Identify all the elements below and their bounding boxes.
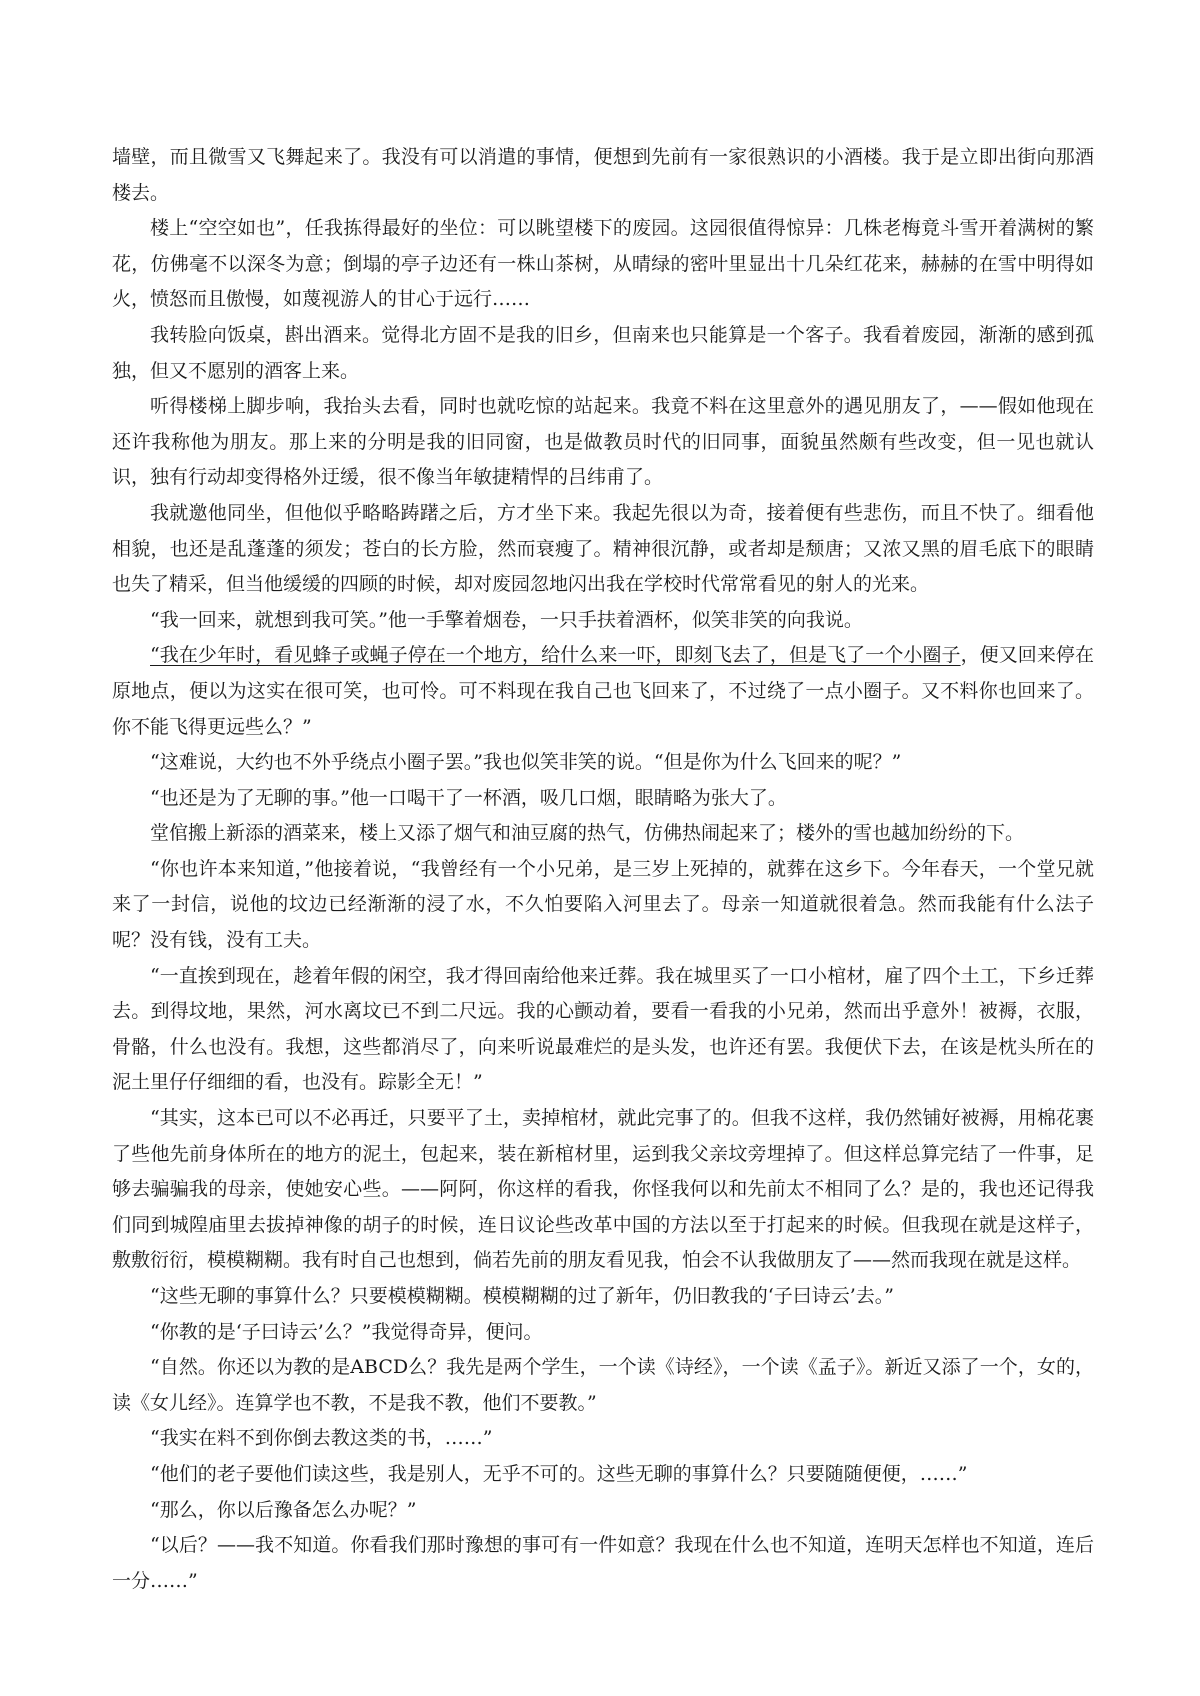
paragraph: “这难说，大约也不外乎绕点小圈子罢。”我也似笑非笑的说。“但是你为什么飞回来的呢？” (150, 751, 902, 774)
paragraph: “这些无聊的事算什么？只要模模糊糊。模模糊糊的过了新年，仍旧教我的‘子曰诗云’去。” (150, 1285, 895, 1307)
underlined-paragraph (112, 638, 1094, 745)
paragraph: “其实，这本已可以不必再迁，只要平了土，卖掉棺材，就此完事了的。但我不这样，我仍然铺好被褥，用棉花裹了些他先前身体所在的地方的泥土，包起来，装在新棺材里，运到我父亲坟旁埋掉了。但这样总算完结了一件事，足够去骗骗我的母亲，使她安心些。——阿阿，你这样的看我，你怪我何以和先前太不相同了么？是的，我也还记得我们同到城隍庙里去拔掉神像的胡子的时候，连日议论些改革中国的方法以至于打起来的时候。但我现在就是这样子，敷敷衍衍，模模糊糊。我有时自己也想到，倘若先前的朋友看见我，怕会不认我做朋友了——然而我现在就是这样。 (112, 1107, 1094, 1272)
document-body (112, 140, 1094, 1599)
paragraph: “你也许本来知道，”他接着说，“我曾经有一个小兄弟，是三岁上死掉的，就葬在这乡下。今年春天，一个堂兄就来了一封信，说他的坟边已经渐渐的浸了水，不久怕要陷入河里去了。母亲一知道就很着急。然而我能有什么法子呢？没有钱，没有工夫。 (112, 857, 1094, 952)
paragraph: “你教的是‘子曰诗云’么？”我觉得奇异，便问。 (150, 1320, 543, 1343)
paragraph: “我实在料不到你倒去教这类的书，……” (150, 1427, 493, 1450)
paragraph: “我一回来，就想到我可笑。”他一手擎着烟卷，一只手扶着酒杯，似笑非笑的向我说。 (150, 608, 863, 631)
passage-remainder: ，便又回来停在原地点，便以为这实在很可笑，也可怜。可不料现在我自己也飞回来了，不过绕了一点小圈子。又不料你也回来了。你不能飞得更远些么？” (112, 644, 1094, 738)
underlined-passage: “我在少年时，看见蜂子或蝇子停在一个地方，给什么来一吓，即刻飞去了，但是飞了一个小圈子 (150, 644, 961, 667)
paragraph: “那么，你以后豫备怎么办呢？” (150, 1498, 417, 1521)
paragraph: 堂倌搬上新添的酒菜来，楼上又添了烟气和油豆腐的热气，仿佛热闹起来了；楼外的雪也越加纷纷的下。 (150, 822, 1025, 845)
paragraph: 墙壁，而且微雪又飞舞起来了。我没有可以消遣的事情，便想到先前有一家很熟识的小酒楼。我于是立即出街向那酒楼去。 (112, 146, 1094, 204)
paragraph: “也还是为了无聊的事。”他一口喝干了一杯酒，吸几口烟，眼睛略为张大了。 (150, 786, 787, 809)
paragraph: “一直挨到现在，趁着年假的闲空，我才得回南给他来迁葬。我在城里买了一口小棺材，雇了四个土工，下乡迁葬去。到得坟地，果然，河水离坟已不到二尺远。我的心颤动着，要看一看我的小兄弟，然而出乎意外！被褥，衣服，骨骼，什么也没有。我想，这些都消尽了，向来听说最难烂的是头发，也许还有罢。我便伏下去，在该是枕头所在的泥土里仔仔细细的看，也没有。踪影全无！” (112, 964, 1094, 1094)
paragraph: 我就邀他同坐，但他似乎略略踌躇之后，方才坐下来。我起先很以为奇，接着便有些悲伤，而且不快了。细看他相貌，也还是乱蓬蓬的须发；苍白的长方脸，然而衰瘦了。精神很沉静，或者却是颓唐；又浓又黑的眉毛底下的眼睛也失了精采，但当他缓缓的四顾的时候，却对废园忽地闪出我在学校时代常常看见的射人的光来。 (112, 501, 1094, 596)
paragraph: “他们的老子要他们读这些，我是别人，无乎不可的。这些无聊的事算什么？只要随随便便，……” (150, 1462, 968, 1485)
paragraph: 听得楼梯上脚步响，我抬头去看，同时也就吃惊的站起来。我竟不料在这里意外的遇见朋友了，——假如他现在还许我称他为朋友。那上来的分明是我的旧同窗，也是做教员时代的旧同事，面貌虽然颇有些改变，但一见也就认识，独有行动却变得格外迂缓，很不像当年敏捷精悍的吕纬甫了。 (112, 395, 1094, 489)
paragraph: “以后？——我不知道。你看我们那时豫想的事可有一件如意？我现在什么也不知道，连明天怎样也不知道，连后一分……” (112, 1534, 1094, 1592)
paragraph: 楼上“空空如也”，任我拣得最好的坐位：可以眺望楼下的废园。这园很值得惊异：几株老梅竟斗雪开着满树的繁花，仿佛毫不以深冬为意；倒塌的亭子边还有一株山茶树，从晴绿的密叶里显出十几朵红花来，赫赫的在雪中明得如火，愤怒而且傲慢，如蔑视游人的甘心于远行…… (112, 217, 1094, 311)
paragraph: “自然。你还以为教的是ABCD么？我先是两个学生，一个读《诗经》，一个读《孟子》。新近又添了一个，女的，读《女儿经》。连算学也不教，不是我不教，他们不要教。” (112, 1356, 1094, 1414)
paragraph: 我转脸向饭桌，斟出酒来。觉得北方固不是我的旧乡，但南来也只能算是一个客子。我看着废园，渐渐的感到孤独，但又不愿别的酒客上来。 (112, 323, 1094, 382)
